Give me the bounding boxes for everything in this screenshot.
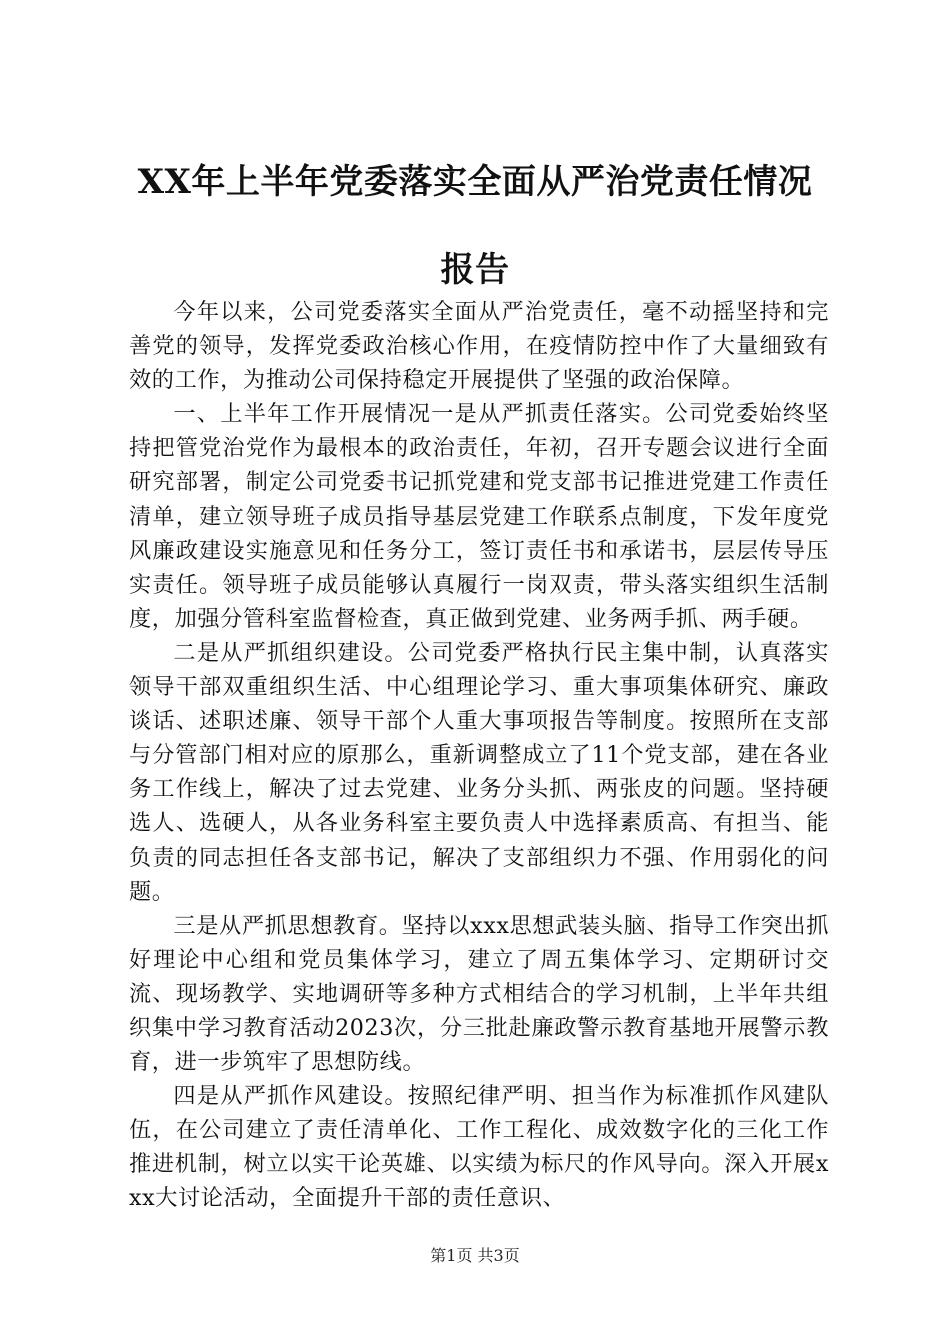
document-title-line-2: 报告 bbox=[440, 250, 510, 290]
paragraph-organization: 二是从严抓组织建设。公司党委严格执行民主集中制，认真落实领导干部双重组织生活、中心组理论学习、重大事项集体研究、廉政谈话、述职述廉、领导干部个人重大事项报告等制度。按照所在支部与分管部门相对应的原那么，重新调整成立了11个党支部，建在各业务工作线上，解决了过去党建、业务分头抓、两张皮的问题。坚持硬选人、选硬人，从各业务科室主要负责人中选择素质高、有担当、能负责的同志担任各支部书记，解决了支部组织力不强、作用弱化的问题。 bbox=[129, 639, 829, 905]
paragraph-work-style: 四是从严抓作风建设。按照纪律严明、担当作为标准抓作风建队伍，在公司建立了责任清单化、工作工程化、成效数字化的三化工作推进机制，树立以实干论英雄、以实绩为标尺的作风导向。深入开展xxx大讨论活动，全面提升干部的责任意识、 bbox=[129, 1083, 829, 1212]
paragraph-intro: 今年以来，公司党委落实全面从严治党责任，毫不动摇坚持和完善党的领导，发挥党委政治核心作用，在疫情防控中作了大量细致有效的工作，为推动公司保持稳定开展提供了坚强的政治保障。 bbox=[129, 299, 829, 394]
document-title-line-1: XX年上半年党委落实全面从严治党责任情况 bbox=[137, 162, 813, 202]
paragraph-responsibility: 一、上半年工作开展情况一是从严抓责任落实。公司党委始终坚持把管党治党作为最根本的政治责任，年初，召开专题会议进行全面研究部署，制定公司党委书记抓党建和党支部书记推进党建工作责任清单，建立领导班子成员指导基层党建工作联系点制度，下发年度党风廉政建设实施意见和任务分工，签订责任书和承诺书，层层传导压实责任。领导班子成员能够认真履行一岗双责，带头落实组织生活制度，加强分管科室监督检查，真正做到党建、业务两手抓、两手硬。 bbox=[129, 401, 829, 632]
page-number-footer: 第1页 共3页 bbox=[430, 1246, 520, 1265]
document-body bbox=[129, 295, 829, 1216]
paragraph-education: 三是从严抓思想教育。坚持以xxx思想武装头脑、指导工作突出抓好理论中心组和党员集体学习，建立了周五集体学习、定期研讨交流、现场教学、实地调研等多种方式相结合的学习机制，上半年共组织集中学习教育活动2023次，分三批赴廉政警示教育基地开展警示教育，进一步筑牢了思想防线。 bbox=[129, 912, 829, 1076]
